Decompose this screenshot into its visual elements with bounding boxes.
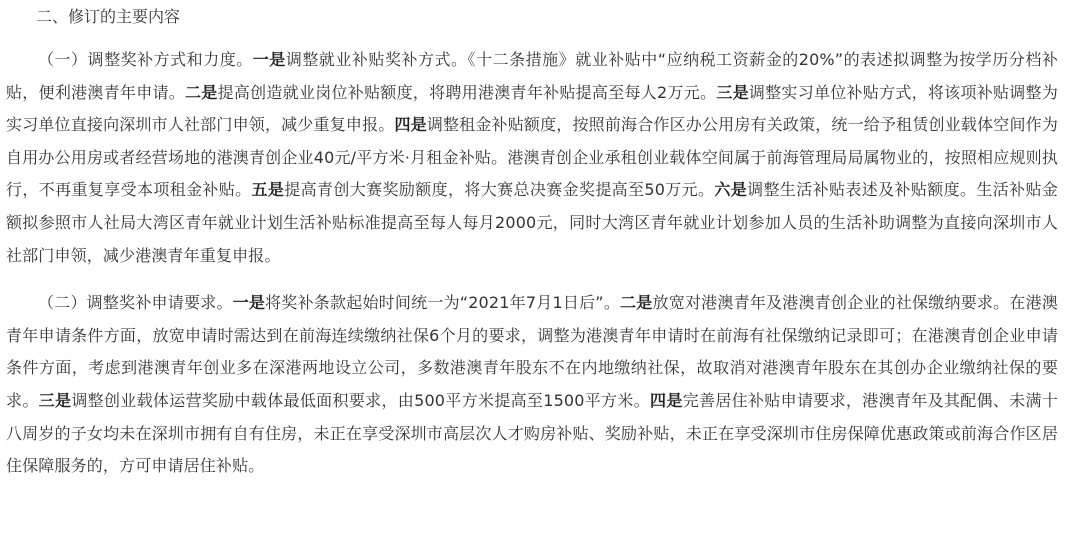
paragraph-adjust-subsidy-methods <box>6 44 1058 272</box>
text-segment: 调整实习单位补贴方式，将该项补贴调整为实习单位直接向深圳市人社部门申领，减少重复申报。 <box>6 82 1058 135</box>
text-segment: 调整就业补贴奖补方式。《十二条措施》就业补贴中“应纳税工资薪金的20%”的表述拟调整为按学历分档补贴，便利港澳青年申请。 <box>6 50 1058 102</box>
text-segment: 放宽对港澳青年及港澳青创企业的社保缴纳要求。在港澳青年申请条件方面，放宽申请时需达到在前海连续缴纳社保6个月的要求，调整为港澳青年申请时在前海有社保缴纳记录即可；在港澳青创企业申请条件方面，考虑到港澳青年创业多在深港两地设立公司，多数港澳青年股东不在内地缴纳社保，故取消对港澳青年股东在其创办企业缴纳社保的要求。 <box>6 293 1058 410</box>
item-marker: 六是 <box>714 180 748 200</box>
text-segment: 调整租金补贴额度，按照前海合作区办公用房有关政策，统一给予租赁创业载体空间作为自用办公用房或者经营场地的港澳青创企业40元/平方米·月租金补贴。港澳青创企业承租创业载体空间属于前海管理局局属物业的，按照相应规则执行，不再重复享受本项租金补贴。 <box>6 115 1058 200</box>
paragraph-adjust-application-requirements <box>6 287 1058 483</box>
item-marker: 四是 <box>394 115 427 135</box>
item-marker: 一是 <box>252 50 286 69</box>
item-marker: 三是 <box>716 82 749 102</box>
item-marker: 二是 <box>620 293 653 313</box>
section-heading: 二、修订的主要内容 <box>36 7 181 26</box>
text-segment: 提高青创大赛奖励额度，将大赛总决赛金奖提高至50万元。 <box>284 180 715 200</box>
text-segment: 将奖补条款起始时间统一为“2021年7月1日后”。 <box>265 293 621 313</box>
text-segment: 完善居住补贴申请要求，港澳青年及其配偶、未满十八周岁的子女均未在深圳市拥有自有住房，未正在享受深圳市高层次人才购房补贴、奖励补贴，未正在享受深圳市住房保障优惠政策或前海合作区居住保障服务的，方可申请居住补贴。 <box>6 390 1058 476</box>
text-segment: 调整创业载体运营奖励中载体最低面积要求，由500平方米提高至1500平方米。 <box>71 390 651 410</box>
item-marker: 五是 <box>251 180 285 200</box>
text-segment: （二）调整奖补申请要求。 <box>38 293 233 313</box>
text-segment: 调整生活补贴表述及补贴额度。生活补贴金额拟参照市人社局大湾区青年就业计划生活补贴标准提高至每人每月2000元，同时大湾区青年就业计划参加人员的生活补助调整为直接向深圳市人社部门申领，减少港澳青年重复申报。 <box>6 180 1058 265</box>
item-marker: 三是 <box>38 390 72 410</box>
item-marker: 四是 <box>650 390 683 410</box>
item-marker: 一是 <box>232 293 266 313</box>
item-marker: 二是 <box>185 82 218 102</box>
text-segment: （一）调整奖补方式和力度。 <box>38 50 253 69</box>
text-segment: 提高创造就业岗位补贴额度，将聘用港澳青年补贴提高至每人2万元。 <box>217 82 717 102</box>
